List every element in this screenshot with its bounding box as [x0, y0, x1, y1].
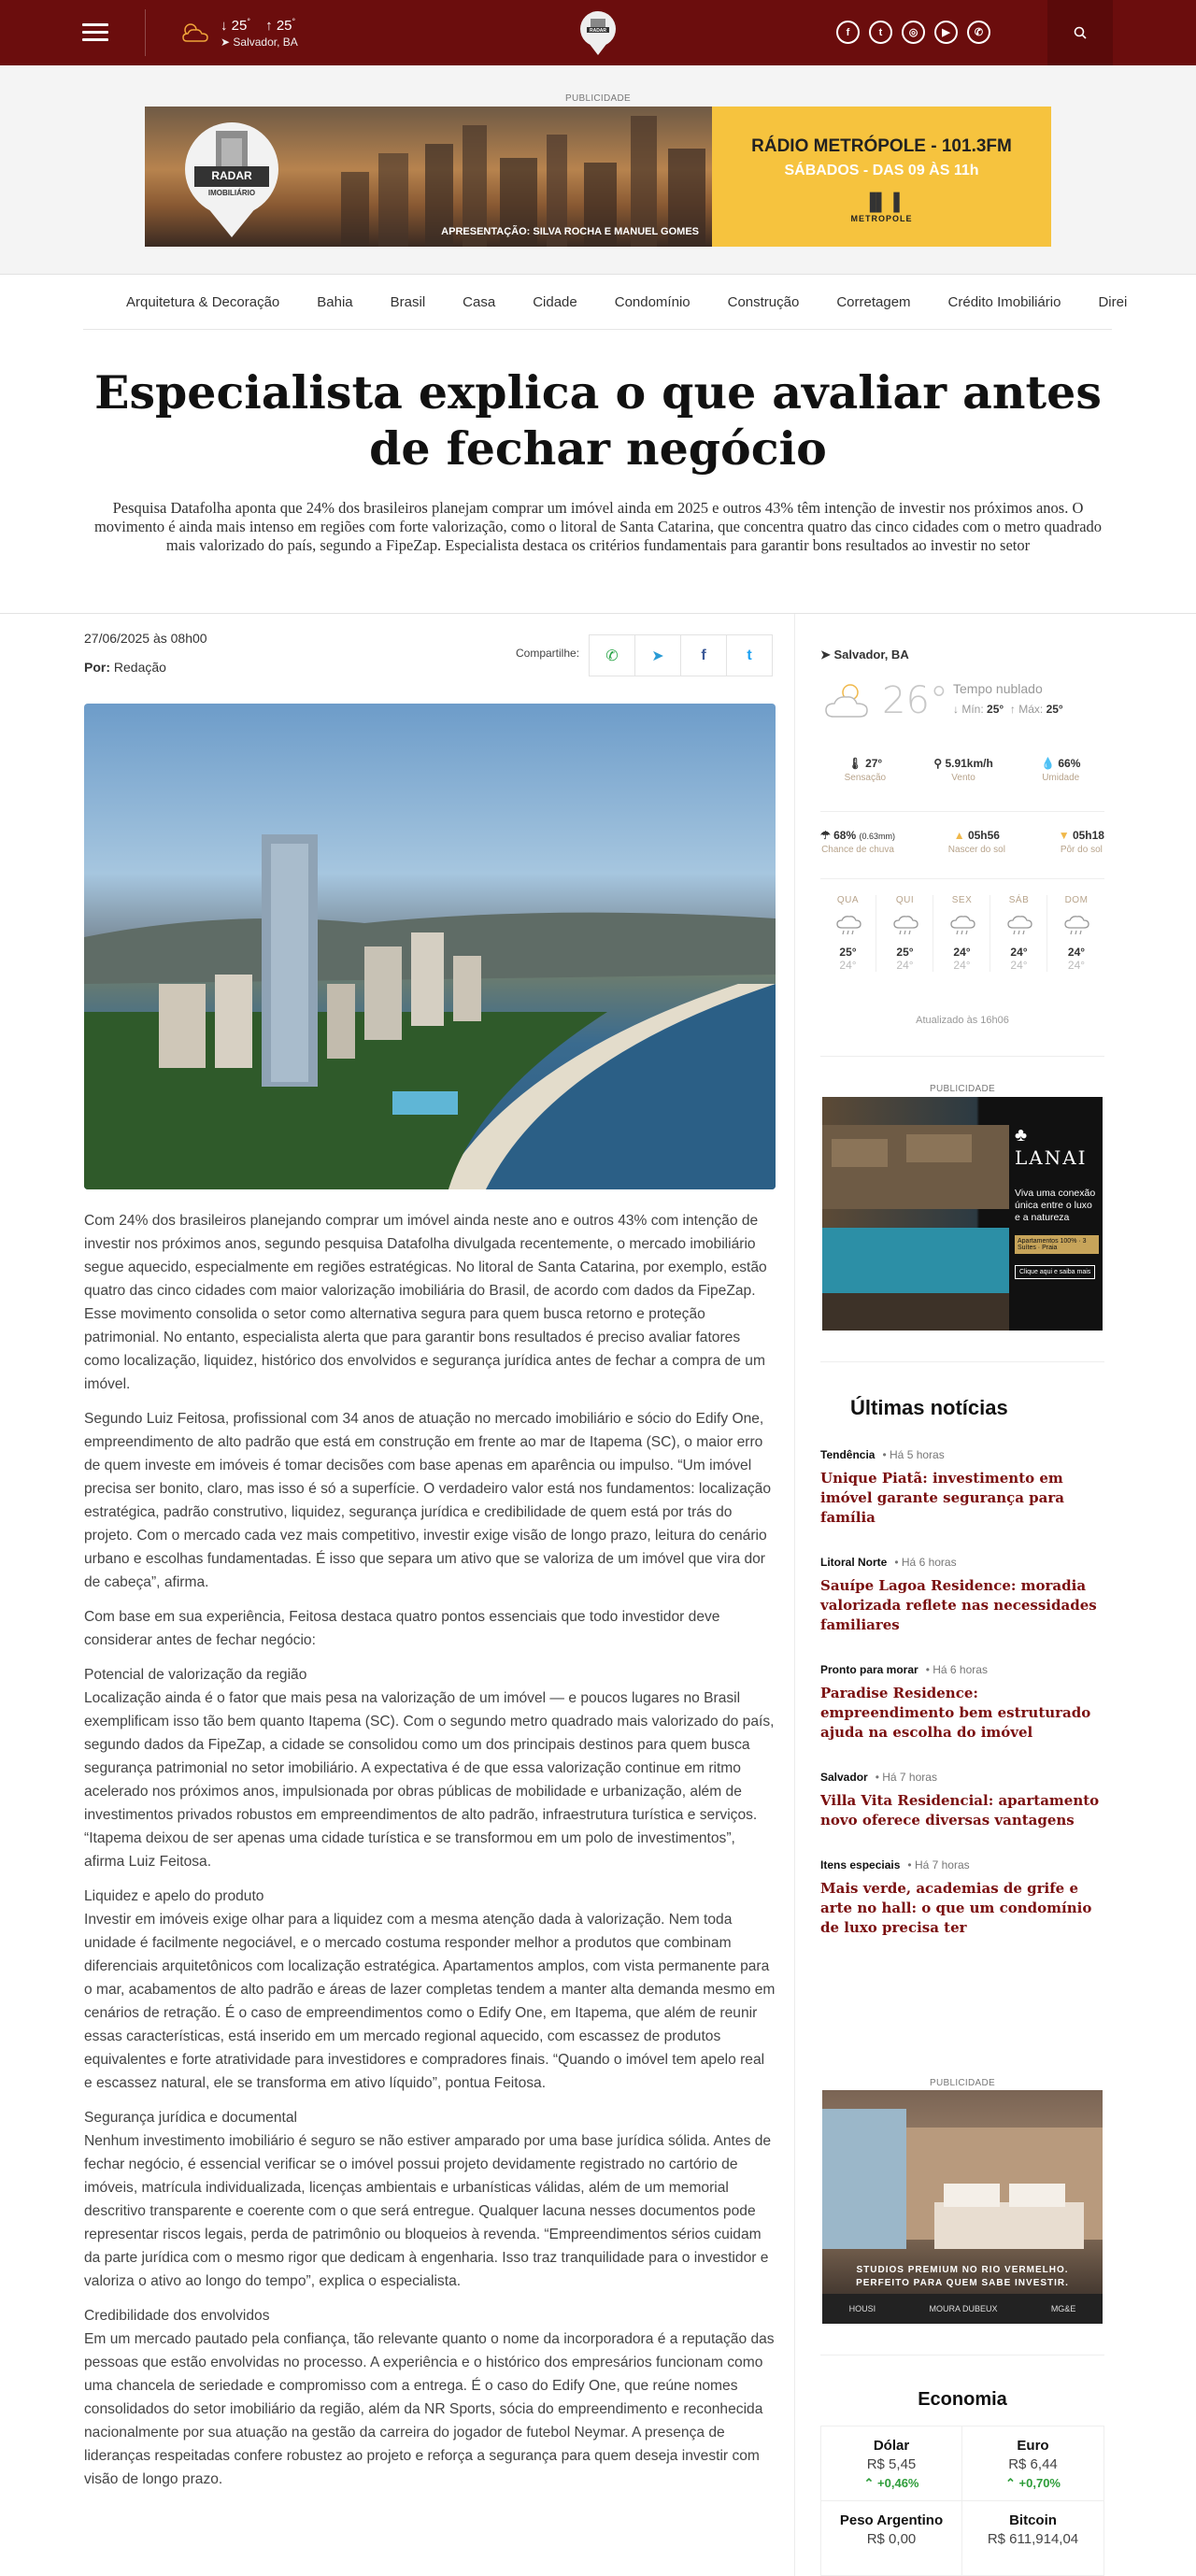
brand-housi: HOUSI [848, 2304, 876, 2313]
weather-location: ➤ Salvador, BA [820, 648, 909, 662]
news-headline[interactable]: Unique Piatã: investimento em imóvel garante segurança para família [820, 1470, 1064, 1526]
twitter-icon[interactable]: t [869, 21, 892, 44]
sunset-value: 05h18 [1072, 829, 1104, 842]
author-name: Redação [113, 660, 166, 675]
forecast-min: 24° [953, 959, 971, 972]
news-headline[interactable]: Paradise Residence: empreendimento bem estruturado ajuda na escolha do imóvel [820, 1685, 1091, 1741]
currency-name: Bitcoin [1009, 2512, 1057, 2528]
currency-name: Peso Argentino [839, 2512, 944, 2528]
category-item[interactable]: Cidade [533, 294, 577, 310]
lanai-tagline: Viva uma conexão única entre o luxo e a natureza [1015, 1188, 1096, 1223]
currency-price: R$ 5,45 [866, 2456, 917, 2472]
currency-price: R$ 0,00 [866, 2531, 917, 2547]
latest-news-title: Últimas notícias [850, 1396, 1008, 1419]
lanai-text [1015, 1125, 1099, 1279]
humidity-value: 66% [1058, 757, 1081, 770]
currency-change-value: +0,70% [1018, 2476, 1061, 2490]
article-body [84, 1209, 776, 2502]
rain-value: 68% [833, 829, 857, 842]
news-time-text: Há 6 horas [901, 1556, 957, 1569]
whatsapp-icon[interactable]: ✆ [967, 21, 990, 44]
ad-separator [820, 1361, 1104, 1362]
rain-cloud-icon [1005, 911, 1033, 939]
column-divider [794, 614, 795, 2576]
article-subtitle: Pesquisa Datafolha aponta que 24% dos brasileiros planejam comprar um imóvel ainda em 2025 e outros 43% têm intenção de investir nos próximos anos. O movimento é ainda mais intenso em regiões com forte valorização, como o litoral de Santa Catarina, que concentra quatro das cinco cidades com o metro quadrado mais valorizado do país, segundo a FipeZap. Especialista destaca os critérios fundamentais para garantir bons resultados ao investir no setor [93, 499, 1103, 554]
feels-value: 27° [865, 757, 883, 770]
weather-condition: Tempo nublado [953, 681, 1043, 696]
forecast-max: 24° [1067, 946, 1086, 959]
news-category[interactable]: Salvador [820, 1771, 868, 1784]
humidity: 💧 66% Umidade [1041, 757, 1081, 783]
news-meta [820, 1858, 1104, 1872]
forecast-day-name: QUA [836, 895, 860, 905]
studio-caption-1: STUDIOS PREMIUM NO RIO VERMELHO. [856, 2265, 1069, 2275]
sunset [1059, 829, 1104, 855]
instagram-icon[interactable]: ◎ [902, 21, 925, 44]
cloudy-sun-icon [822, 679, 875, 724]
header-city: ➤ Salvador, BA [221, 36, 298, 49]
article-paragraph: Com 24% dos brasileiros planejando comprar um imóvel ainda neste ano e outros 43% com intenção de investir nos próximos anos, segundo pesquisa Datafolha divulgada recentemente, o mercado imobiliário segue aquecido, especialmente em regiões estratégicas. No litoral de Santa Catarina, por exemplo, estão quatro das cinco cidades com maior valorização imobiliária do Brasil, de acordo com dados da FipeZap. Esse movimento consolida o setor como alternativa segura para quem busca retorno e proteção patrimonial. No entanto, especialista alerta que para garantir bons resultados é preciso avaliar fatores como localização, liquidez, histórico dos envolvidos e segurança jurídica antes de fechar a compra de um imóvel. [84, 1213, 767, 1392]
news-time: • Há 7 horas [875, 1771, 937, 1784]
category-nav [0, 276, 1196, 330]
forecast-day-name: DOM [1064, 895, 1089, 905]
weather-forecast [820, 895, 1104, 972]
category-divider [83, 329, 1112, 330]
news-category[interactable]: Litoral Norte [820, 1556, 888, 1569]
forecast-min: 24° [839, 959, 857, 972]
rain-cloud-icon [834, 911, 862, 939]
currency-cell [962, 2501, 1103, 2576]
resort-graphic [822, 1097, 1009, 1331]
news-headline[interactable]: Sauípe Lagoa Residence: moradia valorizada reflete nas necessidades familiares [820, 1577, 1097, 1633]
top-ad-banner[interactable] [145, 107, 1051, 247]
forecast-max: 25° [839, 946, 857, 959]
facebook-icon[interactable]: f [836, 21, 860, 44]
forecast-day [991, 895, 1047, 972]
radar-logo[interactable] [578, 9, 618, 56]
share-whatsapp-icon[interactable]: ✆ [589, 634, 635, 676]
article-paragraph: Liquidez e apelo do produto Investir em imóveis exige olhar para a liquidez com a mesma atenção dada à valorização. Nem toda unidade é facilmente negociável, e o mercado costuma responder melhor a produtos que combinam diferenciais arquitetônicos com localização estratégica. Apartamentos amplos, com vista permanente para o mar, acabamentos de alto padrão e áreas de lazer completas tendem a manter alta demanda mesmo em cenários de retração. É o caso de empreendimentos como o Edify One, em Itapema, que além de reunir essas características, está inserido em um mercado regional aquecido, com escassez de produtos equivalentes e forte atratividade para investidores e compradores finais. “Quando o imóvel tem apelo real e escassez natural, ele se transforma em ativo líquido”, pontua Feitosa. [84, 1888, 776, 2091]
weather-location-text: Salvador, BA [833, 648, 909, 662]
currency-price: R$ 6,44 [1008, 2456, 1058, 2472]
forecast-day [934, 895, 990, 972]
article-paragraph: Com base em sua experiência, Feitosa destaca quatro pontos essenciais que todo investidor deve considerar antes de fechar negócio: [84, 1609, 720, 1648]
article-paragraph: Credibilidade dos envolvidos Em um mercado pautado pela confiança, tão relevante quanto o nome da incorporadora é a reputação das pessoas que estão envolvidas no processo. A experiência e o histórico dos empresários funcionam como uma chancela de seriedade e compromisso com a entrega. É o caso do Edify One, que reúne nomes consolidados do setor imobiliário da região, além da NR Sports, sócia do empreendimento e reconhecida nacionalmente por sua atuação na gestão da carreira do jogador de futebol Neymar. A presença de lideranças respeitadas confere robustez ao projeto e reforça a segurança para quem deseja investir com visão de longo prazo. [84, 2308, 775, 2487]
social-links [836, 21, 990, 44]
article-author [84, 660, 166, 675]
ad-label: PUBLICIDADE [565, 93, 631, 104]
forecast-day [877, 895, 933, 972]
news-time: • Há 7 horas [907, 1858, 970, 1872]
menu-icon[interactable] [82, 23, 108, 42]
category-list [126, 294, 1164, 310]
sunset-label: Pôr do sol [1060, 845, 1103, 855]
currency-name: Dólar [873, 2438, 910, 2454]
min-value: 25° [987, 703, 1004, 716]
pin-text-1: RADAR [211, 169, 252, 182]
humidity-label: Umidade [1042, 773, 1080, 783]
news-item[interactable] [820, 1858, 1104, 1938]
partly-cloudy-icon [179, 21, 211, 45]
category-item[interactable]: Casa [463, 294, 496, 310]
rain-mm: (0.63mm) [859, 832, 895, 841]
header-divider [145, 9, 146, 56]
news-item[interactable] [820, 1448, 1104, 1528]
news-time: • Há 5 horas [882, 1448, 945, 1461]
article-main-image [84, 704, 776, 1189]
weather-temp: 26° [882, 679, 948, 722]
wind-label: Vento [951, 773, 975, 783]
currency-cell [962, 2427, 1103, 2501]
sunrise [948, 829, 1005, 855]
rain-label: Chance de chuva [821, 845, 894, 855]
banner-radio-panel [712, 107, 1051, 247]
currency-change-value: +0,46% [877, 2476, 919, 2490]
lanai-ad[interactable] [822, 1097, 1103, 1331]
news-headline[interactable]: Villa Vita Residencial: apartamento novo oferece diversas vantagens [820, 1792, 1100, 1829]
article-paragraph: Potencial de valorização da região Localização ainda é o fator que mais pesa na valorização de um imóvel — e poucos lugares no Brasil exemplificam isso tão bem quanto Itapema (SC). Com o segundo metro quadrado mais valorizado do país, segundo dados da FipeZap, a cidade se consolidou como um dos principais destinos para quem busca segurança patrimonial no setor imobiliário. A expectativa é de que essa valorização continue em ritmo acelerado nos próximos anos, impulsionada por obras públicas de mobilidade e urbanização, além de investimentos privados robustos em empreendimentos de alto padrão, infraestrutura turística e serviços. “Itapema deixou de ser apenas uma cidade turística e se transformou em um polo de investimentos”, afirma Luiz Feitosa. [84, 1667, 775, 1870]
news-time: • Há 6 horas [894, 1556, 957, 1569]
coastal-city-illustration [84, 704, 776, 1189]
lanai-button[interactable]: Clique aqui e saiba mais [1015, 1265, 1095, 1279]
forecast-day [1048, 895, 1104, 972]
share-label: Compartilhe: [516, 647, 580, 660]
title-divider [0, 613, 1196, 614]
weather-separator-2 [820, 878, 1104, 879]
brand-moura: MOURA DUBEUX [929, 2304, 998, 2313]
weather-main [820, 677, 1104, 733]
forecast-min: 24° [896, 959, 914, 972]
rain-cloud-icon [1062, 911, 1090, 939]
currency-change: ⌃ +0,70% [1005, 2476, 1061, 2490]
forecast-day [820, 895, 876, 972]
share-telegram-icon[interactable]: ➤ [634, 634, 681, 676]
pineapple-icon: ♣ [1015, 1125, 1028, 1146]
category-item[interactable]: Arquitetura & Decoração [126, 294, 280, 310]
news-category[interactable]: Tendência [820, 1448, 876, 1461]
weather-updated: Atualizado às 16h06 [916, 1015, 1009, 1026]
banner-photo [145, 107, 712, 247]
lanai-logo: LANAI [1015, 1146, 1088, 1169]
wind-value: 5.91km/h [945, 757, 993, 770]
news-headline[interactable]: Mais verde, academias de grife e arte no hall: o que um condomínio de luxo precisa ter [820, 1880, 1092, 1936]
article-paragraph: Segundo Luiz Feitosa, profissional com 34 anos de atuação no mercado imobiliário e sócio do Edify One, empreendimento de alto padrão que está em construção em frente ao mar de Itapema (SC), o maior erro de quem investe em imóveis é tomar decisões com base apenas em aparência ou impulso. “Um imóvel precisa ser bonito, claro, mas isso é só a superfície. O verdadeiro valor está nos fundamentos: localização estratégica, padrão construtivo, liquidez, segurança jurídica e credibilidade de quem está por trás do projeto. Com o mercado cada vez mais competitivo, investir exige visão de longo prazo, leitura do cenário urbano e escolhas fundamentadas. É isso que separa um ativo que se valoriza de um imóvel que vira dor de cabeça”, afirma. [84, 1411, 772, 1590]
weather-bottom-separator [820, 1056, 1104, 1057]
news-time-text: Há 7 horas [914, 1858, 970, 1872]
news-meta [820, 1771, 1104, 1784]
header-temp-min: 25 [231, 18, 248, 34]
rain-chance: ☂ 68% (0.63mm) Chance de chuva [820, 829, 895, 855]
studio-ad[interactable] [822, 2090, 1103, 2324]
article-paragraph: Segurança jurídica e documental Nenhum investimento imobiliário é seguro se não estiver amparado por uma base jurídica sólida. Antes de fechar negócio, é essencial verificar se o imóvel possui projeto devidamente registrado no cartório de imóveis, matrícula individualizada, licenças ambientais e urbanísticas válidas, além de um memorial descritivo transparente e coerente com o que será entregue. Qualquer lacuna nesses documentos pode representar riscos legais, perda de patrimônio ou bloqueios à revenda. “Empreendimentos sérios cuidam da parte jurídica com o mesmo rigor que dedicam à engenharia. Isso traz tranquilidade para o investidor e valoriza o ativo ao longo do tempo”, explica o especialista. [84, 2110, 772, 2289]
category-item[interactable]: Construção [727, 294, 800, 310]
news-meta [820, 1556, 1104, 1569]
radio-line-2: SÁBADOS - DAS 09 ÀS 11h [784, 163, 979, 178]
radio-line-1: RÁDIO METRÓPOLE - 101.3FM [751, 136, 1012, 156]
top-header [0, 0, 1196, 65]
latest-news-list [820, 1448, 1104, 1966]
forecast-day-name: SÁB [1008, 895, 1030, 905]
currency-name: Euro [1017, 2438, 1049, 2454]
currency-price: R$ 611,914,04 [987, 2531, 1079, 2547]
category-item[interactable]: Crédito Imobiliário [947, 294, 1061, 310]
news-item[interactable] [820, 1663, 1104, 1743]
lanai-bar: Apartamentos 100% · 3 Suítes · Praia [1015, 1235, 1099, 1254]
forecast-max: 24° [1010, 946, 1028, 959]
category-item[interactable]: Corretagem [836, 294, 911, 310]
economy-title: Economia [918, 2389, 1007, 2410]
header-city-text: Salvador, BA [233, 36, 298, 49]
forecast-min: 24° [1067, 959, 1086, 972]
share-buttons [590, 634, 773, 676]
category-item[interactable]: Direi [1098, 294, 1128, 310]
category-item[interactable]: Brasil [390, 294, 426, 310]
forecast-max: 25° [896, 946, 914, 959]
feels-like: 🌡 27° Sensação [844, 757, 887, 783]
news-time-text: Há 6 horas [933, 1663, 988, 1676]
sunrise-label: Nascer do sol [947, 845, 1005, 855]
feels-label: Sensação [844, 773, 887, 783]
max-label: Máx: [1018, 703, 1044, 716]
news-time: • Há 6 horas [925, 1663, 988, 1676]
sunset-icon: ▼ [1058, 829, 1070, 842]
weather-stats-1 [820, 757, 1104, 783]
svg-text:RADAR: RADAR [589, 28, 607, 34]
weather-minmax: ↓ Mín: 25° ↑ Máx: 25° [953, 703, 1063, 716]
share-twitter-icon[interactable]: t [726, 634, 773, 676]
radar-imobiliario-logo [180, 118, 283, 239]
rain-cloud-icon [948, 911, 976, 939]
currency-change: ⌃ +0,46% [863, 2476, 919, 2490]
currency-cell [821, 2427, 962, 2501]
news-meta [820, 1448, 1104, 1461]
banner-caption: APRESENTAÇÃO: SILVA ROCHA E MANUEL GOMES [441, 226, 699, 237]
search-icon [1074, 26, 1087, 39]
category-item[interactable]: Bahia [317, 294, 353, 310]
radio-brand: METROPOLE [850, 214, 913, 223]
forecast-max: 24° [953, 946, 971, 959]
forecast-day-name: SEX [951, 895, 973, 905]
forecast-day-name: QUI [895, 895, 915, 905]
weather-separator [820, 811, 1104, 812]
news-item[interactable] [820, 1771, 1104, 1830]
search-button[interactable] [1047, 0, 1113, 65]
side-ad-label: PUBLICIDADE [930, 1084, 995, 1094]
weather-stats-2 [820, 829, 1104, 855]
article-date: 27/06/2025 às 08h00 [84, 631, 207, 646]
news-category[interactable]: Itens especiais [820, 1858, 901, 1872]
sunrise-value: 05h56 [967, 829, 1000, 842]
youtube-icon[interactable]: ▶ [934, 21, 958, 44]
side-ad2-label: PUBLICIDADE [930, 2078, 995, 2088]
sunrise-icon: ▲ [953, 829, 965, 842]
studio-caption [822, 2264, 1103, 2290]
news-category[interactable]: Pronto para morar [820, 1663, 918, 1676]
news-time-text: Há 5 horas [890, 1448, 945, 1461]
max-value: 25° [1046, 703, 1063, 716]
header-temps: ↓ 25° ↑ 25° [221, 17, 296, 34]
min-label: Mín: [961, 703, 984, 716]
forecast-min: 24° [1010, 959, 1028, 972]
pin-text-2: IMOBILIÁRIO [207, 189, 256, 197]
article-title: Especialista explica o que avaliar antes de fechar negócio [94, 365, 1102, 476]
economy-grid [820, 2426, 1104, 2576]
news-meta [820, 1663, 1104, 1676]
news-item[interactable] [820, 1556, 1104, 1635]
wind: ⚲ 5.91km/h Vento [933, 757, 993, 783]
category-item[interactable]: Condomínio [614, 294, 691, 310]
news-time-text: Há 7 horas [882, 1771, 937, 1784]
studio-brands [822, 2294, 1103, 2324]
brand-mge: MG&E [1050, 2304, 1076, 2313]
currency-cell [821, 2501, 962, 2576]
studio-caption-2: PERFEITO PARA QUEM SABE INVESTIR. [856, 2278, 1069, 2288]
header-temp-max: 25 [276, 18, 292, 34]
rain-cloud-icon [891, 911, 919, 939]
metropole-icon: ▐▌▐ [863, 192, 900, 211]
share-facebook-icon[interactable]: f [680, 634, 727, 676]
author-label: Por: [84, 660, 110, 675]
top-ad-band [0, 65, 1196, 275]
